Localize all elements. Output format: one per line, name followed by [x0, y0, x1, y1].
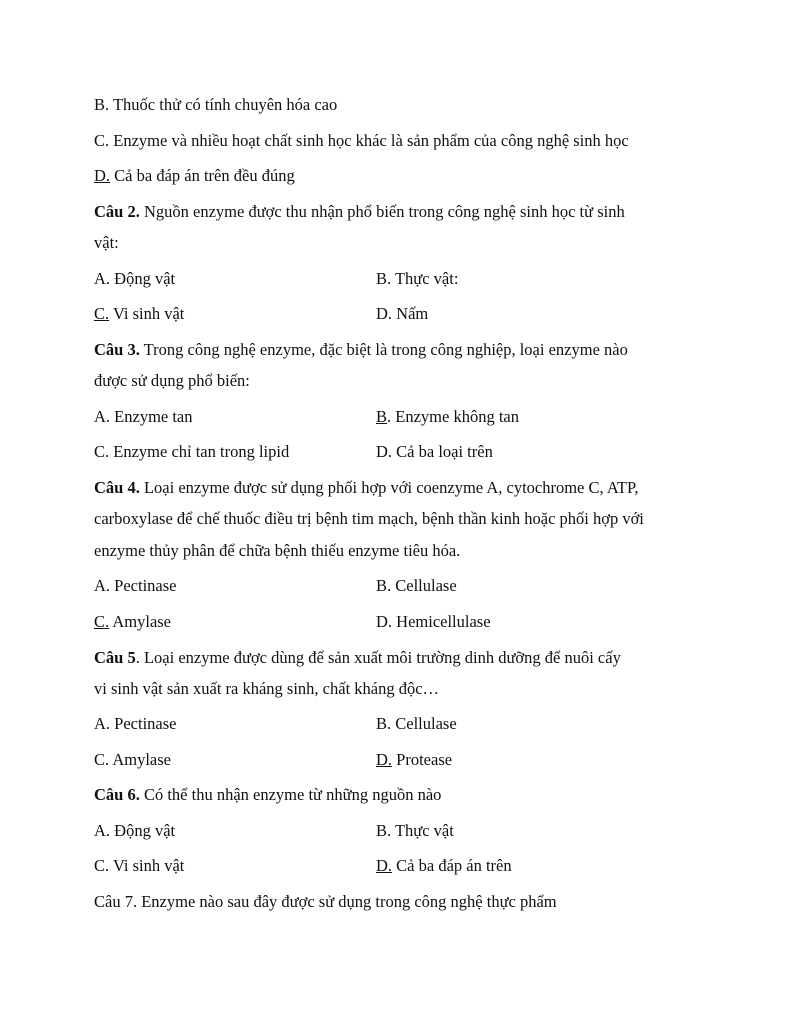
q4-stem-line-3: enzyme thủy phân để chữa bệnh thiếu enzyme tiêu hóa. — [94, 541, 461, 560]
q6-option-d — [376, 856, 512, 876]
q6-stem-line-1 — [94, 785, 441, 805]
q1-option-d — [94, 166, 295, 186]
q1-option-c: C. Enzyme và nhiều hoạt chất sinh học khác là sản phẩm của công nghệ sinh học — [94, 131, 629, 150]
q2-option-c — [94, 304, 184, 324]
q3-stem-line-2: được sử dụng phổ biến: — [94, 371, 250, 390]
q5-option-a: A. Pectinase — [94, 714, 177, 733]
q5-option-d — [376, 750, 452, 770]
q4-option-d: D. Hemicellulase — [376, 612, 491, 631]
q4-option-a: A. Pectinase — [94, 576, 177, 595]
q5-answer-letter: D. — [376, 750, 393, 769]
q6-option-a: A. Động vật — [94, 821, 176, 840]
q3-option-b-text: . Enzyme không tan — [387, 407, 519, 426]
q4-stem-text: Loại enzyme được sử dụng phối hợp với coenzyme A, cytochrome C, ATP, — [139, 478, 639, 497]
q3-option-b — [376, 407, 519, 427]
q4-stem-line-2: carboxylase để chế thuốc điều trị bệnh tim mạch, bệnh thần kinh hoặc phối hợp với — [94, 509, 644, 528]
q2-option-b: B. Thực vật: — [376, 269, 459, 288]
q4-option-b: B. Cellulase — [376, 576, 457, 595]
q2-answer-letter: C. — [94, 304, 110, 323]
q5-label: Câu 5 — [94, 648, 136, 667]
q2-label: Câu 2. — [94, 202, 140, 221]
q1-answer-letter: D. — [94, 166, 111, 185]
q2-stem-line-1 — [94, 202, 625, 222]
q6-stem-text: Có thể thu nhận enzyme từ những nguồn nào — [139, 785, 442, 804]
q4-option-c — [94, 612, 171, 632]
q1-option-b: B. Thuốc thử có tính chuyên hóa cao — [94, 95, 338, 114]
q5-option-d-text: Protease — [392, 750, 453, 769]
q5-option-b: B. Cellulase — [376, 714, 457, 733]
q2-option-c-text: Vi sinh vật — [109, 304, 185, 323]
q7-stem-line-1: Câu 7. Enzyme nào sau đây được sử dụng trong công nghệ thực phẩm — [94, 892, 557, 911]
q6-label: Câu 6. — [94, 785, 140, 804]
q3-stem-text: Trong công nghệ enzyme, đặc biệt là trong công nghiệp, loại enzyme nào — [139, 340, 628, 359]
q4-option-c-text: Amylase — [109, 612, 172, 631]
q3-option-c: C. Enzyme chỉ tan trong lipid — [94, 442, 290, 461]
q4-answer-letter: C. — [94, 612, 110, 631]
q6-option-d-text: Cả ba đáp án trên — [392, 856, 512, 875]
q2-stem-text: Nguồn enzyme được thu nhận phổ biến trong công nghệ sinh học từ sinh — [139, 202, 625, 221]
q3-option-a: A. Enzyme tan — [94, 407, 193, 426]
q4-label: Câu 4. — [94, 478, 140, 497]
q6-answer-letter: D. — [376, 856, 393, 875]
q5-stem-line-2: vi sinh vật sản xuất ra kháng sinh, chất kháng độc… — [94, 679, 440, 698]
q3-label: Câu 3. — [94, 340, 140, 359]
q2-option-d: D. Nấm — [376, 304, 429, 323]
q5-option-c: C. Amylase — [94, 750, 171, 769]
q6-option-c: C. Vi sinh vật — [94, 856, 185, 875]
q4-stem-line-1 — [94, 478, 639, 498]
q5-stem-text: . Loại enzyme được dùng để sản xuất môi trường dinh dưỡng để nuôi cấy — [135, 648, 621, 667]
q5-stem-line-1 — [94, 648, 621, 668]
q3-answer-letter: B — [376, 407, 388, 426]
q6-option-b: B. Thực vật — [376, 821, 454, 840]
q3-option-d: D. Cả ba loại trên — [376, 442, 493, 461]
q2-option-a: A. Động vật — [94, 269, 176, 288]
q2-stem-line-2: vật: — [94, 233, 119, 252]
q3-stem-line-1 — [94, 340, 628, 360]
q1-option-d-text: Cả ba đáp án trên đều đúng — [110, 166, 295, 185]
